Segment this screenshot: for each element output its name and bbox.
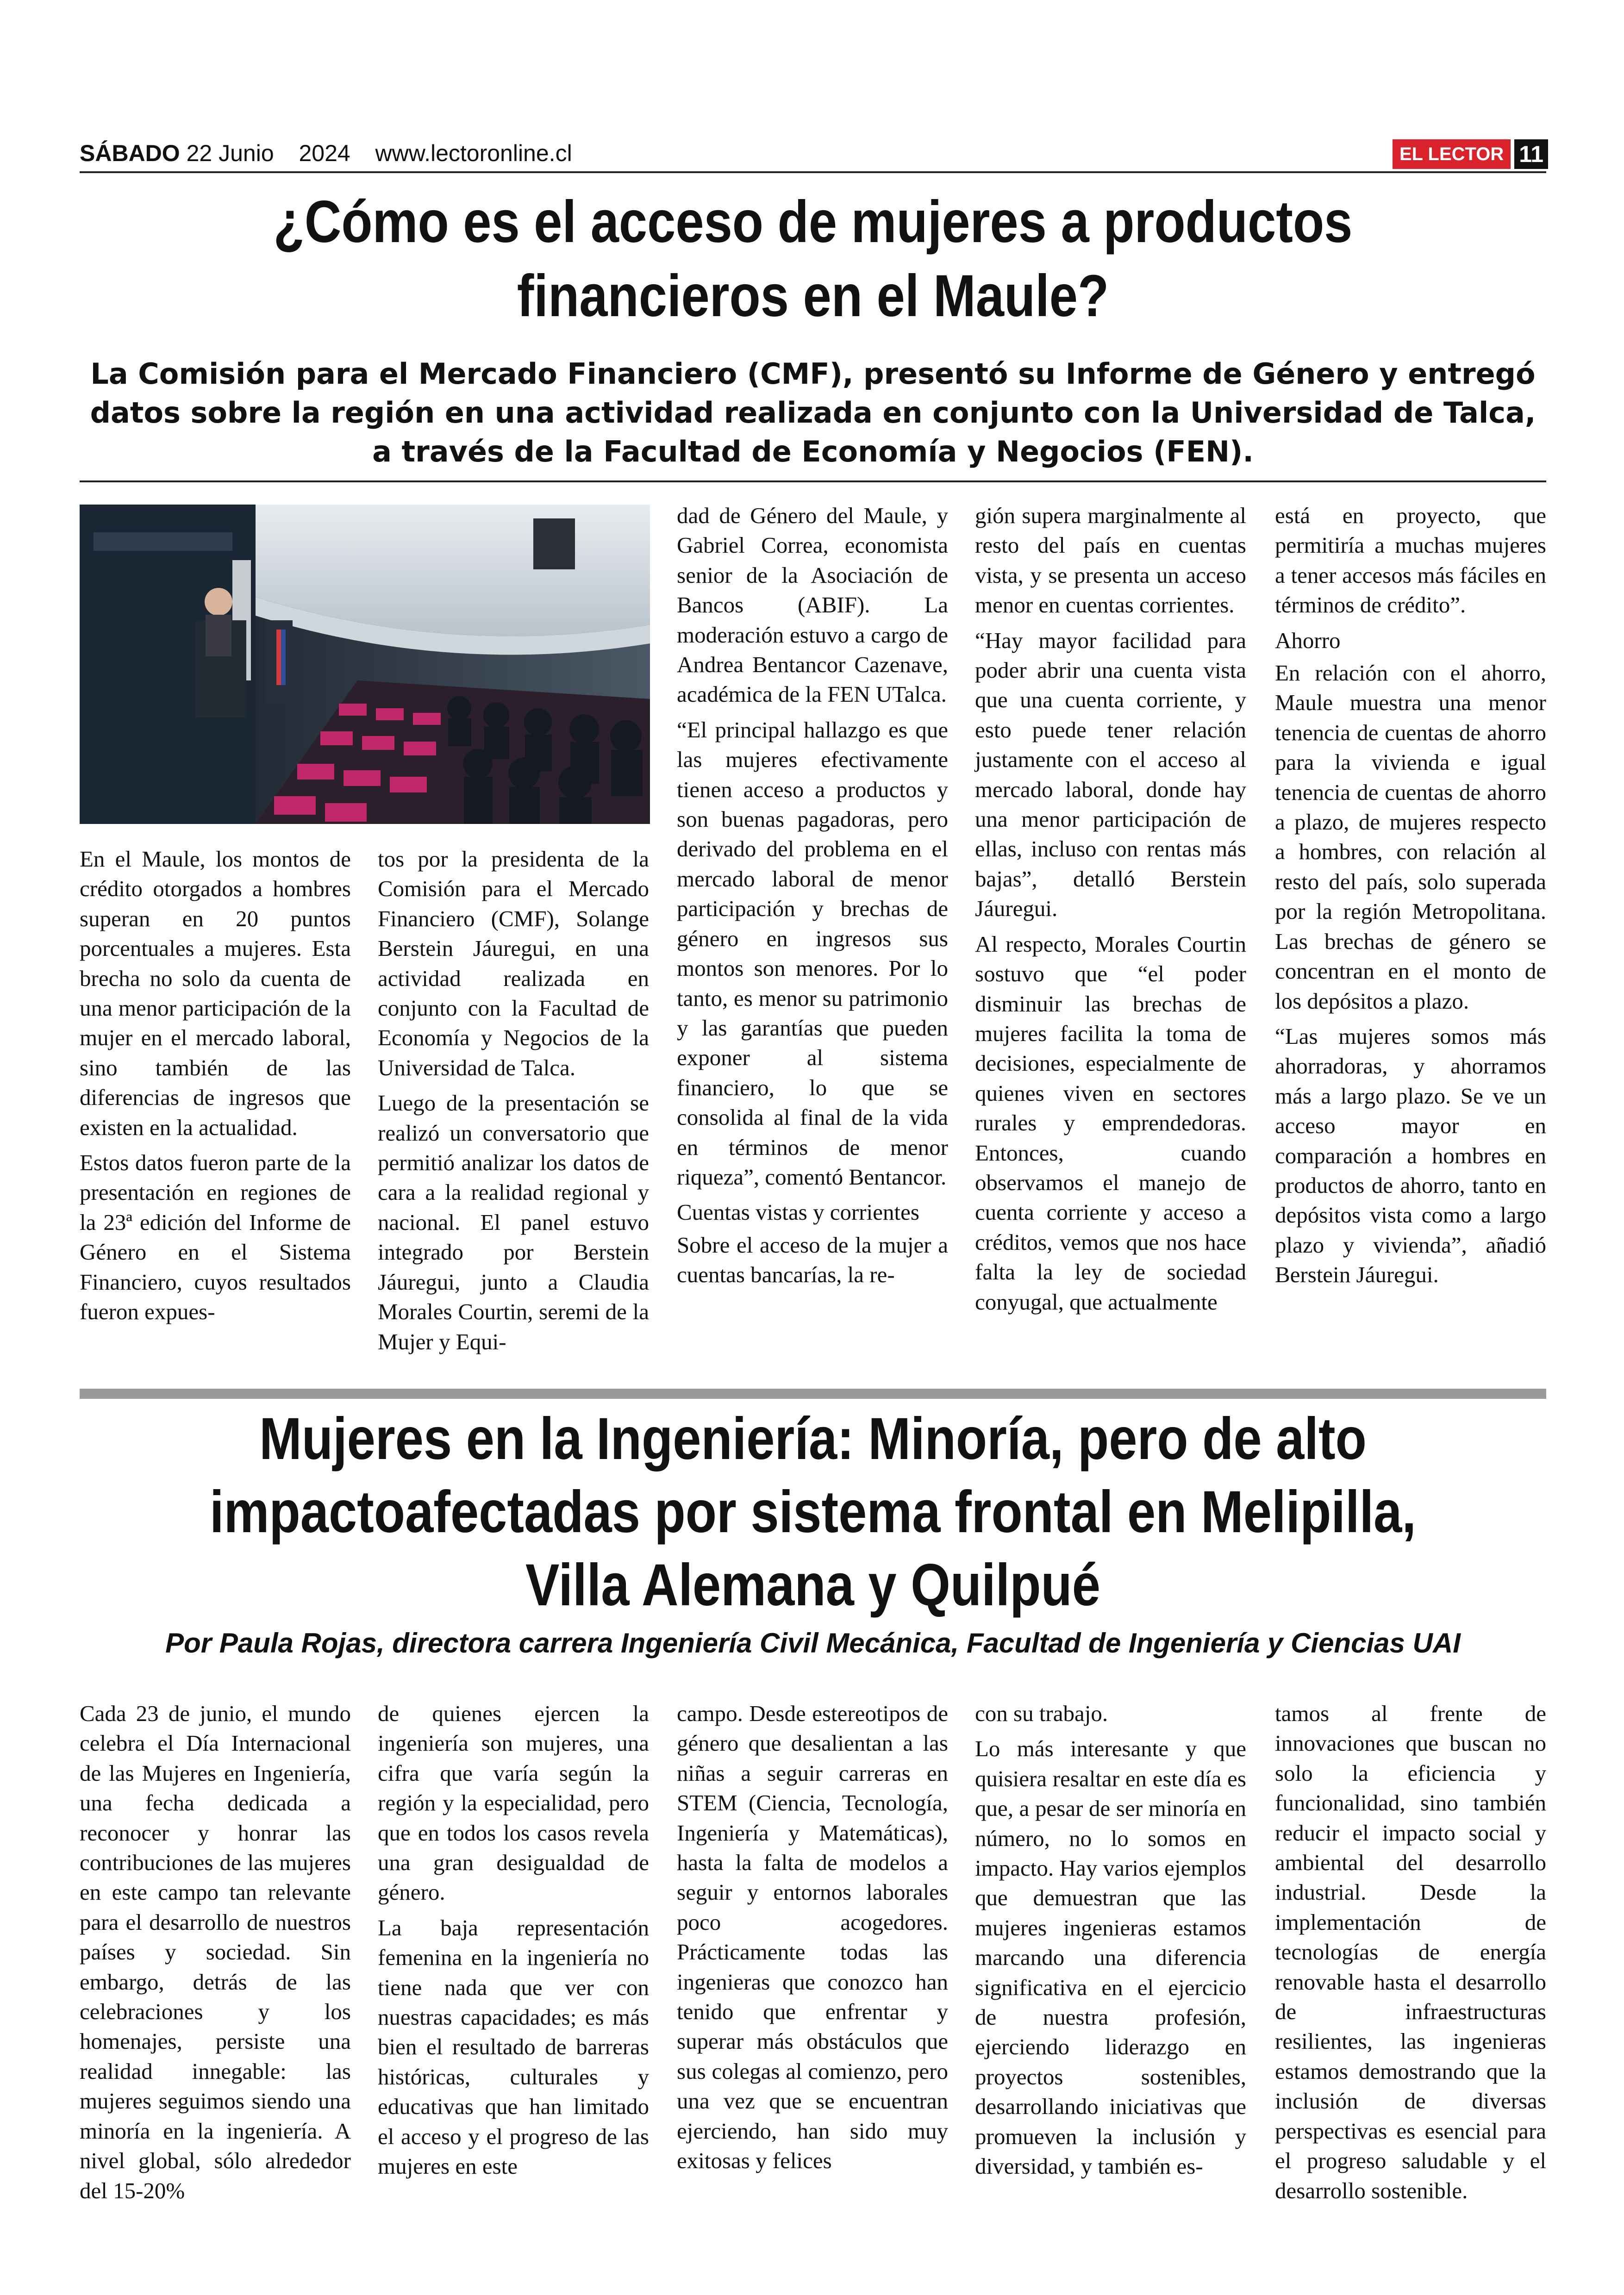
article2-column-1	[80, 1699, 351, 2211]
article1-column-2	[378, 844, 649, 1362]
paragraph: campo. Desde estereotipos de género que desalientan a las niñas a seguir carreras en STEM (Ciencia, Tecnología, Ingeniería y Matemáticas), hasta la falta de modelos a seguir y entornos laborales poco acogedores. Prácticamente todas las ingenieras que conozco han tenido que enfrentar y superar más obstáculos que sus colegas al comienzo, pero una vez que se encuentran ejerciendo, han sido muy exitosas y felices	[677, 1701, 948, 2174]
paragraph: dad de Género del Maule, y Gabriel Correa, economista senior de la Asociación de Bancos (ABIF). La moderación estuvo a cargo de Andrea Bentancor Cazenave, académica de la FEN UTalca.	[677, 503, 948, 707]
article-separator-bar	[80, 1389, 1546, 1399]
logo-text: EL LECTOR	[1393, 139, 1511, 169]
article2-headline: Mujeres en la Ingeniería: Minoría, pero de alto impactoafectadas por sistema frontal en Melipilla, Villa Alemana y Quilpué	[210, 1406, 1416, 1618]
article2-column-5	[1275, 1699, 1546, 2211]
article1-column-5	[1275, 501, 1546, 1296]
article2-byline: Por Paula Rojas, directora carrera Ingeniería Civil Mecánica, Facultad de Ingeniería y Ciencias UAI	[165, 1628, 1461, 1659]
paragraph: La baja representación femenina en la ingeniería no tiene nada que ver con nuestras capacidades; es más bien el resultado de barreras históricas, culturales y educativas que han limitado el acceso y el progreso de las mujeres en este	[378, 1915, 649, 2179]
paragraph: Al respecto, Morales Courtin sostuvo que “el poder disminuir las brechas de mujeres facilita la toma de decisiones, especialmente de quienes viven en sectores rurales y emprendedoras. Entonces, cuando observamos el manejo de cuenta corriente y acceso a créditos, vemos que nos hace falta la ley de sociedad conyugal, que actualmente	[975, 931, 1246, 1315]
paragraph: “Las mujeres somos más ahorradoras, y ahorramos más a largo plazo. Se ve un acceso mayor en comparación a hombres en productos de ahorro, tanto en depósitos vista como a largo plazo y vivienda”, añadió Berstein Jáuregui.	[1275, 1023, 1546, 1288]
header-website-link[interactable]: www.lectoronline.cl	[375, 140, 572, 166]
header-year: 2024	[299, 140, 350, 166]
article1-column-1	[80, 844, 351, 1333]
article2-column-4	[975, 1699, 1246, 2187]
article2-column-2	[378, 1699, 649, 2187]
header-divider	[80, 171, 1546, 173]
paragraph: tamos al frente de innovaciones que buscan no solo la eficiencia y funcionalidad, sino también reducir el impacto social y ambiental del desarrollo industrial. Desde la implementación de tecnologías de energía renovable hasta el desarrollo de infraestructuras resilientes, las ingenieras estamos demostrando que la inclusión de diversas perspectivas es esencial para el progreso saludable y el desarrollo sostenible.	[1275, 1701, 1546, 2203]
paragraph: “Hay mayor facilidad para poder abrir una cuenta vista que una cuenta corriente, y esto puede tener relación justamente con el acceso al mercado laboral, donde hay una menor participación de ellas, incluso con rentas más bajas”, detalló Berstein Jáuregui.	[975, 627, 1246, 922]
paragraph: Luego de la presentación se realizó un conversatorio que permitió analizar los datos de cara a la realidad regional y nacional. El panel estuvo integrado por Berstein Jáuregui, junto a Claudia Morales Courtin, seremi de la Mujer y Equi-	[378, 1090, 649, 1354]
paragraph: Cada 23 de junio, el mundo celebra el Día Internacional de las Mujeres en Ingeniería, una fecha dedicada a reconocer y honrar las contribuciones de las mujeres en este campo tan relevante para el desarrollo de nuestros países y sociedad. Sin embargo, detrás de las celebraciones y los homenajes, persiste una realidad innegable: las mujeres seguimos siendo una minoría en la ingeniería. A nivel global, sólo alrededor del 15-20%	[80, 1701, 351, 2203]
paragraph: Estos datos fueron parte de la presentación en regiones de la 23ª edición del Informe de Género en el Sistema Financiero, cuyos resultados fueron expues-	[80, 1150, 351, 1325]
page-header-dateline	[80, 140, 572, 167]
paragraph: Lo más interesante y que quisiera resaltar en este día es que, a pesar de ser minoría en número, no lo somos en impacto. Hay varios ejemplos que demuestran que las mujeres ingenieras estamos marcando una diferencia significativa en el ejercicio de nuestra profesión, ejerciendo liderazgo en proyectos sostenibles, desarrollando iniciativas que promueven la inclusión y diversidad, y también es-	[975, 1736, 1246, 2179]
article1-column-4	[975, 501, 1246, 1322]
paragraph: En el Maule, los montos de crédito otorgados a hombres superan en 20 puntos porcentuales a mujeres. Esta brecha no solo da cuenta de una menor participación de la mujer en el mercado laboral, sino también de las diferencias de ingresos que existen en la actualidad.	[80, 846, 351, 1140]
subheading-cuentas: Cuentas vistas y corrientes	[677, 1199, 919, 1225]
paragraph: de quienes ejercen la ingeniería son mujeres, una cifra que varía según la región y la especialidad, pero que en todos los casos revela una gran desigualdad de género.	[378, 1701, 649, 1905]
header-day: SÁBADO	[80, 140, 180, 166]
paragraph: está en proyecto, que permitiría a muchas mujeres a tener accesos más fáciles en términos de crédito”.	[1275, 503, 1546, 618]
paragraph: Sobre el acceso de la mujer a cuentas bancarías, la re-	[677, 1232, 948, 1288]
paragraph: gión supera marginalmente al resto del país en cuentas vista, y se presenta un acceso menor en cuentas corrientes.	[975, 503, 1246, 618]
subheading-ahorro: Ahorro	[1275, 627, 1341, 653]
header-date: 22 Junio	[186, 140, 274, 166]
paragraph: En relación con el ahorro, Maule muestra una menor tenencia de cuentas de ahorro para la vivienda e igual tenencia de cuentas de ahorro a plazo, de mujeres respecto a hombres, con relación al resto del país, solo superada por la región Metropolitana. Las brechas de género se concentran en el monto de los depósitos a plazo.	[1275, 660, 1546, 1014]
newspaper-logo	[1393, 139, 1548, 169]
paragraph: tos por la presidenta de la Comisión para el Mercado Financiero (CMF), Solange Berstein Jáuregui, en una actividad realizada en conjunto con la Facultad de Economía y Negocios de la Universidad de Talca.	[378, 846, 649, 1080]
article1-column-3	[677, 501, 948, 1296]
article1-headline: ¿Cómo es el acceso de mujeres a productos financieros en el Maule?	[273, 189, 1353, 329]
paragraph: “El principal hallazgo es que las mujeres efectivamente tienen acceso a productos y son buenas pagadoras, pero derivado del problema en el mercado laboral de menor participación y brechas de género en ingresos sus montos son menores. Por lo tanto, es menor su patrimonio y las garantías que pueden exponer al sistema financiero, lo que se consolida al final de la vida en términos de menor riqueza”, comentó Bentancor.	[677, 717, 948, 1190]
paragraph: con su trabajo.	[975, 1701, 1108, 1726]
article1-deck: La Comisión para el Mercado Financiero (CMF), presentó su Informe de Género y entregó datos sobre la región en una actividad realizada en conjunto con la Universidad de Talca, a través de la Facultad de Economía y Negocios (FEN).	[90, 357, 1536, 468]
conference-auditorium-photo	[80, 505, 650, 824]
article2-column-3	[677, 1699, 948, 2182]
page-number: 11	[1514, 139, 1548, 169]
article1-divider	[80, 480, 1546, 482]
